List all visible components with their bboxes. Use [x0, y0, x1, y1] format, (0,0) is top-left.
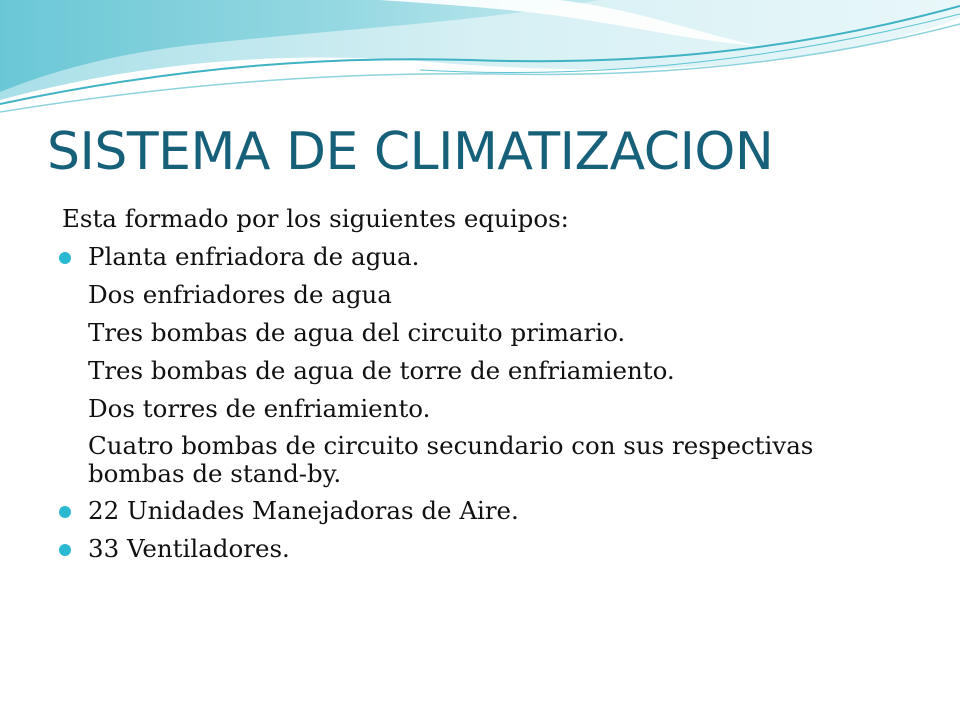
list-item-text: Tres bombas de agua de torre de enfriamiento.	[88, 356, 675, 385]
slide-content	[62, 204, 912, 572]
bullet-icon	[59, 506, 71, 518]
list-item	[62, 496, 912, 526]
list-item	[62, 534, 912, 564]
list-item	[62, 242, 912, 272]
list-item-text: Planta enfriadora de agua.	[88, 242, 420, 271]
list-item-text: Dos enfriadores de agua	[88, 280, 392, 309]
list-item-text: Dos torres de enfriamiento.	[88, 394, 431, 423]
bullet-icon	[59, 252, 71, 264]
list-item	[62, 280, 912, 310]
header-wave-decoration	[0, 0, 960, 120]
list-item	[62, 432, 912, 488]
bullet-icon	[59, 544, 71, 556]
list-item-text: 33 Ventiladores.	[88, 534, 290, 563]
list-item	[62, 356, 912, 386]
intro-text: Esta formado por los siguientes equipos:	[62, 204, 569, 233]
list-item-text: Tres bombas de agua del circuito primario.	[88, 318, 626, 347]
slide-title: SISTEMA DE CLIMATIZACION	[47, 122, 774, 182]
list-item-text: Cuatro bombas de circuito secundario con sus respectivas bombas de stand-by.	[88, 431, 814, 488]
list-item	[62, 394, 912, 424]
list-item	[62, 318, 912, 348]
list-item-text: 22 Unidades Manejadoras de Aire.	[88, 496, 519, 525]
